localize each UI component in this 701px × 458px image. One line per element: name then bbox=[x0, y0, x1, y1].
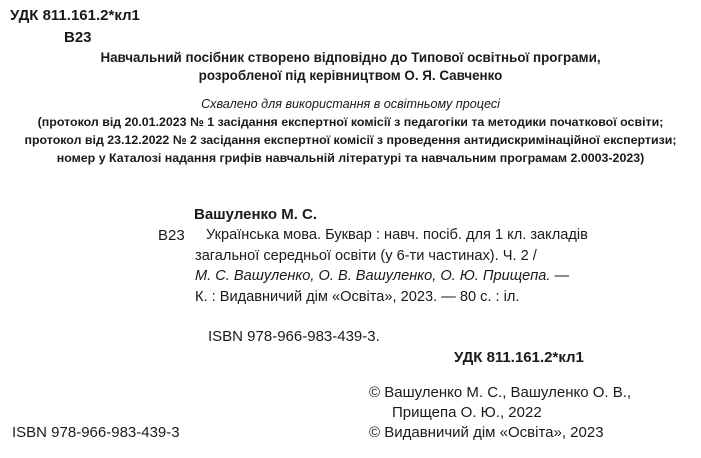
isbn-record: ISBN 978-966-983-439-3. bbox=[208, 328, 380, 345]
protocol-line-2: протокол від 23.12.2022 № 2 засідання експертної комісії з проведення антидискримінаційної експертизи; bbox=[24, 133, 677, 147]
copyright-authors: © Вашуленко М. С., Вашуленко О. В., bbox=[369, 384, 632, 401]
intro-line-1: Навчальний посібник створено відповідно до Типової освітньої програми, bbox=[100, 50, 601, 65]
author-heading: Вашуленко М. С. bbox=[194, 206, 318, 223]
description-line-2: загальної середньої освіти (у 6-ти частинах). Ч. 2 / bbox=[195, 248, 537, 264]
protocol-line-1: (протокол від 20.01.2023 № 1 засідання експертної комісії з педагогіки та методики початкової освіти; bbox=[37, 115, 664, 129]
description-line-4: К. : Видавничий дім «Освіта», 2023. — 80 с. : іл. bbox=[195, 289, 520, 305]
isbn-footer: ISBN 978-966-983-439-3 bbox=[12, 424, 180, 441]
library-code-top: В23 bbox=[64, 29, 92, 46]
description-line-1: Українська мова. Буквар : навч. посіб. для 1 кл. закладів bbox=[206, 227, 588, 243]
protocol-line-3: номер у Каталозі надання грифів навчальній літературі та навчальним програмам 2.0003-2023) bbox=[56, 151, 645, 165]
copyright-authors-continued: Прищепа О. Ю., 2022 bbox=[392, 404, 542, 421]
approval-note: Схвалено для використання в освітньому процесі bbox=[201, 97, 500, 111]
description-authors: М. С. Вашуленко, О. В. Вашуленко, О. Ю. Прищепа. — bbox=[195, 268, 570, 284]
intro-line-2: розробленої під керівництвом О. Я. Савченко bbox=[198, 68, 503, 83]
udk-code-top: УДК 811.161.2*кл1 bbox=[10, 7, 140, 24]
udk-code-bottom: УДК 811.161.2*кл1 bbox=[454, 349, 584, 366]
copyright-publisher: © Видавничий дім «Освіта», 2023 bbox=[369, 424, 604, 441]
library-code: В23 bbox=[158, 227, 185, 244]
